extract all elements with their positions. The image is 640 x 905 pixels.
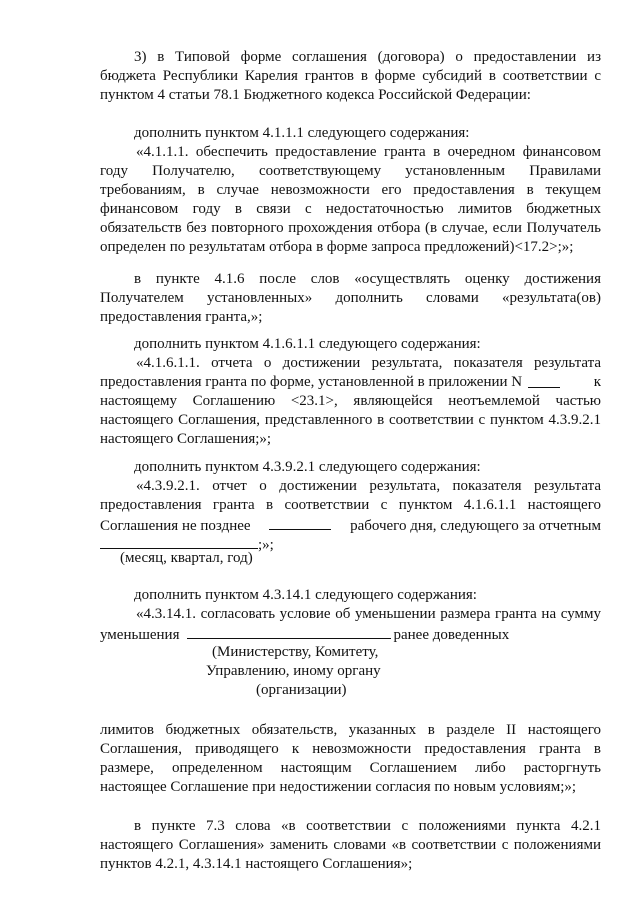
text-line: 3) в Типовой форме соглашения (договора) о предоставлении из <box>134 49 601 65</box>
text-line: настоящего Соглашения, представленного в соответствии с пунктом 4.3.9.2.1 <box>100 412 601 428</box>
note-label: (месяц, квартал, год) <box>120 550 253 566</box>
text-line: в пункте 4.1.6 после слов «осуществлять оценку достижения <box>134 271 601 287</box>
text-line: «4.1.1.1. обеспечить предоставление гранта в очередном финансовом <box>136 144 601 160</box>
text-line: настоящего Соглашения» заменить словами «в соответствии с положениями <box>100 837 601 853</box>
blank-field <box>187 624 391 639</box>
text-line: дополнить пунктом 4.3.9.2.1 следующего содержания: <box>134 459 481 475</box>
text-line <box>100 515 601 534</box>
text-line: бюджета Республики Карелия грантов в форме субсидий в соответствии с <box>100 68 601 84</box>
text-fragment: уменьшения <box>100 627 180 643</box>
text-line <box>100 624 601 643</box>
text-line: обязательств без повторного прохождения отбора (в случае, если Получатель <box>100 220 601 236</box>
text-line: году Получателю, соответствующему установленным Правилами <box>100 163 601 179</box>
text-line: финансовом году в связи с недостаточностью лимитов бюджетных <box>100 201 601 217</box>
text-line: настоящее Соглашение при недостижении согласия по новым условиям;»; <box>100 779 577 795</box>
blank-field <box>528 373 560 388</box>
text-fragment: ранее доведенных <box>393 627 510 643</box>
text-line <box>100 373 601 392</box>
text-line: «4.3.9.2.1. отчет о достижении результата, показателя результата <box>136 478 601 494</box>
text-line: настоящего Соглашения;»; <box>100 431 272 447</box>
text-line: пунктов 4.2.1, 4.3.14.1 настоящего Соглашения»; <box>100 856 413 872</box>
note-label: (Министерству, Комитету, <box>212 644 379 660</box>
text-line: Соглашения, приводящего к невозможности предоставления гранта в <box>100 741 601 757</box>
text-line: дополнить пунктом 4.1.1.1 следующего содержания: <box>134 125 470 141</box>
text-line: размере, определенном настоящим Соглашением либо расторгнуть <box>100 760 601 776</box>
text-line: предоставления гранта в соответствии с пунктом 4.1.6.1.1 настоящего <box>100 497 601 513</box>
text-fragment: Соглашения не позднее <box>100 518 251 534</box>
text-line: Получателем установленных» дополнить словами «результата(ов) <box>100 290 601 306</box>
text-line: предоставления гранта,»; <box>100 309 263 325</box>
text-line: в пункте 7.3 слова «в соответствии с положениями пункта 4.2.1 <box>134 818 601 834</box>
text-line: требованиям, в случае невозможности его предоставления в текущем <box>100 182 601 198</box>
blank-field <box>100 534 258 549</box>
text-line: настоящему Соглашению <23.1>, являющейся неотъемлемой частью <box>100 393 601 409</box>
text-line: «4.1.6.1.1. отчета о достижении результата, показателя результата <box>136 355 601 371</box>
note-label: (организации) <box>256 682 347 698</box>
text-line: дополнить пунктом 4.3.14.1 следующего содержания: <box>134 587 477 603</box>
text-fragment: к <box>593 374 601 390</box>
blank-field <box>269 515 331 530</box>
text-line: пунктом 4 статьи 78.1 Бюджетного кодекса Российской Федерации: <box>100 87 531 103</box>
note-label: Управлению, иному органу <box>206 663 381 679</box>
text-line: определен по результатам отбора в форме запроса предложений)<17.2>;»; <box>100 239 574 255</box>
text-fragment: предоставления гранта по форме, установленной в приложении N <box>100 374 523 390</box>
text-fragment: ;»; <box>258 537 274 553</box>
text-line: «4.3.14.1. согласовать условие об уменьшении размера гранта на сумму <box>136 606 601 622</box>
text-line: лимитов бюджетных обязательств, указанных в разделе II настоящего <box>100 722 601 738</box>
text-line: дополнить пунктом 4.1.6.1.1 следующего содержания: <box>134 336 481 352</box>
text-fragment: рабочего дня, следующего за отчетным <box>350 518 601 534</box>
